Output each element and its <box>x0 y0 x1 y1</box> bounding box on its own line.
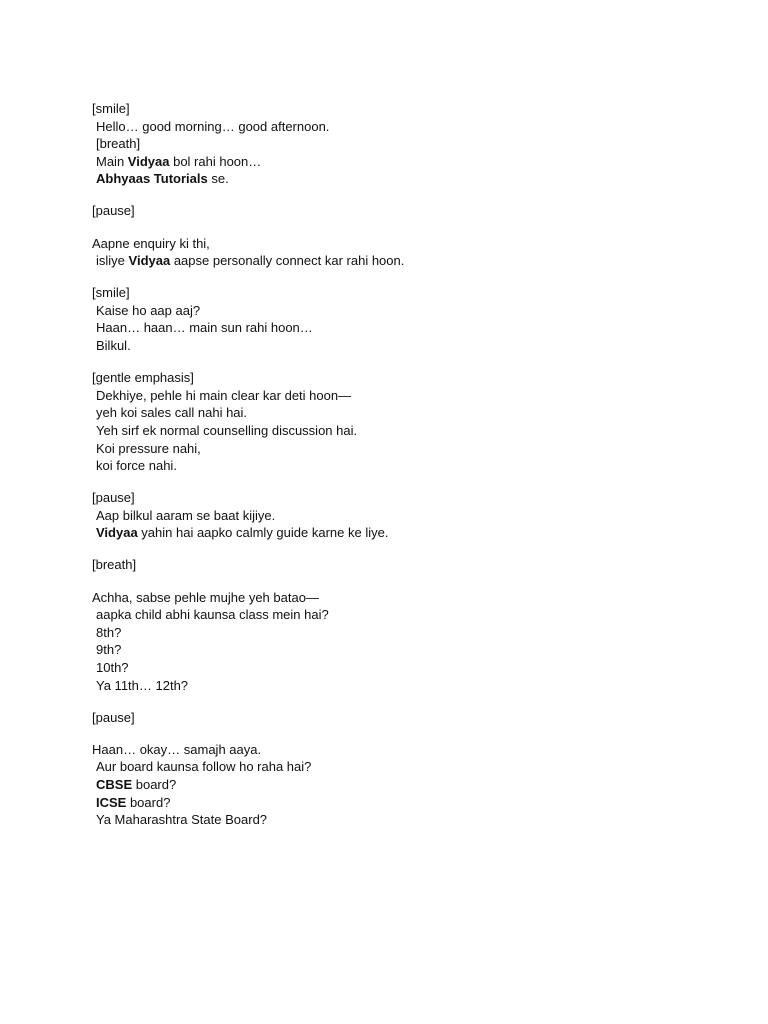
script-line <box>92 624 732 642</box>
line-text: Aur board kaunsa follow ho raha hai? <box>96 759 312 775</box>
script-paragraph <box>92 589 732 695</box>
script-paragraph <box>92 202 732 220</box>
line-text: Haan… haan… main sun rahi hoon… <box>96 320 313 336</box>
script-paragraph <box>92 235 732 270</box>
script-line <box>92 811 732 829</box>
script-paragraph <box>92 284 732 354</box>
script-line <box>92 440 732 458</box>
script-paragraph <box>92 741 732 829</box>
script-line <box>92 677 732 695</box>
script-line <box>92 153 732 171</box>
line-text: [breath] <box>92 557 137 573</box>
line-text: Koi pressure nahi, <box>96 440 201 456</box>
line-text: [breath] <box>96 136 141 152</box>
line-text: Kaise ho aap aaj? <box>96 302 201 318</box>
line-text: Aapne enquiry ki thi, <box>92 235 210 251</box>
script-paragraph <box>92 556 732 574</box>
bold-text: Vidyaa <box>128 253 171 269</box>
script-line <box>92 100 732 118</box>
script-line <box>92 235 732 253</box>
bold-text: ICSE <box>96 794 127 810</box>
line-text: Achha, sabse pehle mujhe yeh batao— <box>92 589 319 605</box>
script-line <box>92 556 732 574</box>
line-text: [pause] <box>92 709 135 725</box>
line-text: Dekhiye, pehle hi main clear kar deti hoon— <box>96 387 352 403</box>
bold-text: Vidyaa <box>96 525 138 541</box>
script-line <box>92 741 732 759</box>
script-line <box>92 202 732 220</box>
line-text: board? <box>132 776 177 792</box>
line-text: Main <box>96 153 128 169</box>
line-text: koi force nahi. <box>96 458 177 474</box>
line-text: [gentle emphasis] <box>92 370 194 386</box>
script-line <box>92 319 732 337</box>
line-text: se. <box>207 171 229 187</box>
script-line <box>92 118 732 136</box>
line-text: aapka child abhi kaunsa class mein hai? <box>96 607 329 623</box>
line-text: Bilkul. <box>96 338 131 354</box>
script-line <box>92 284 732 302</box>
line-text: Aap bilkul aaram se baat kijiye. <box>96 507 276 523</box>
script-line <box>92 369 732 387</box>
line-text: yeh koi sales call nahi hai. <box>96 405 248 421</box>
line-text: board? <box>126 794 171 810</box>
line-text: aapse personally connect kar rahi hoon. <box>170 253 405 269</box>
line-text: [pause] <box>92 203 135 219</box>
line-text: [smile] <box>92 285 130 301</box>
script-paragraph <box>92 100 732 188</box>
script-line <box>92 387 732 405</box>
script-line <box>92 489 732 507</box>
line-text: Haan… okay… samajh aaya. <box>92 741 262 757</box>
line-text: bol rahi hoon… <box>169 153 262 169</box>
script-line <box>92 794 732 812</box>
script-paragraph <box>92 369 732 475</box>
script-line <box>92 776 732 794</box>
bold-text: Abhyaas Tutorials <box>96 171 208 187</box>
line-text: isliye <box>96 253 129 269</box>
script-line <box>92 404 732 422</box>
script-paragraph <box>92 489 732 542</box>
line-text: Hello… good morning… good afternoon. <box>96 118 330 134</box>
script-paragraph <box>92 709 732 727</box>
script-line <box>92 606 732 624</box>
line-text: yahin hai aapko calmly guide karne ke liye. <box>137 525 389 541</box>
script-line <box>92 135 732 153</box>
line-text: [smile] <box>92 101 130 116</box>
line-text: 10th? <box>96 659 129 675</box>
script-line <box>92 507 732 525</box>
script-line <box>92 589 732 607</box>
script-line <box>92 170 732 188</box>
script-line <box>92 337 732 355</box>
script-line <box>92 709 732 727</box>
script-line <box>92 457 732 475</box>
bold-text: Vidyaa <box>127 153 170 169</box>
script-line <box>92 641 732 659</box>
line-text: [pause] <box>92 490 135 506</box>
line-text: Ya Maharashtra State Board? <box>96 812 268 828</box>
bold-text: CBSE <box>96 776 133 792</box>
script-line <box>92 302 732 320</box>
script-line <box>92 422 732 440</box>
line-text: 9th? <box>96 642 122 658</box>
line-text: Ya 11th… 12th? <box>96 677 189 693</box>
line-text: 8th? <box>96 624 122 640</box>
script-line <box>92 252 732 270</box>
call-script-text <box>92 100 732 843</box>
script-line <box>92 659 732 677</box>
line-text: Yeh sirf ek normal counselling discussion hai. <box>96 422 358 438</box>
script-line <box>92 524 732 542</box>
script-line <box>92 758 732 776</box>
